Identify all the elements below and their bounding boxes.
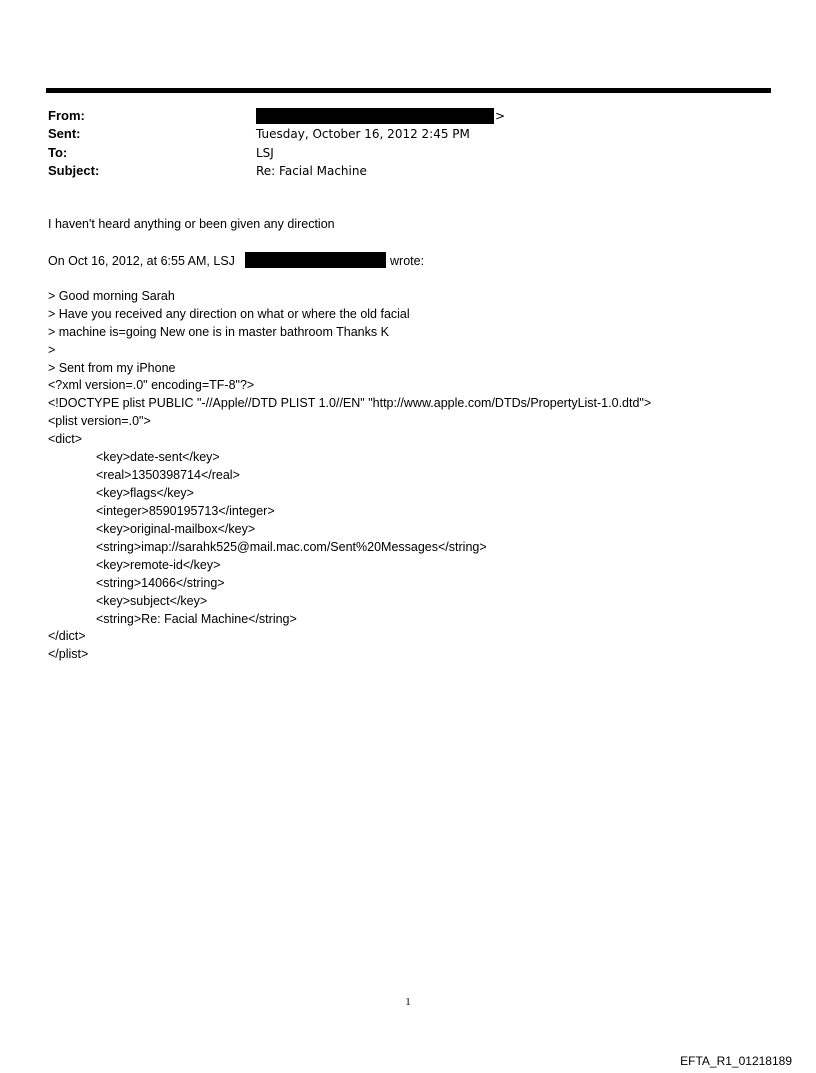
from-label: From: (48, 108, 85, 123)
plist-entry: <key>remote-id</key> (96, 558, 221, 572)
quoted-line: > Good morning Sarah (48, 289, 175, 303)
plist-entry: <key>subject</key> (96, 594, 208, 608)
subject-value: Re: Facial Machine (256, 164, 367, 178)
plist-entry: <real>1350398714</real> (96, 468, 240, 482)
from-suffix: > (495, 109, 506, 123)
plist-entry: <string>imap://sarahk525@mail.mac.com/Sent%20Messages</string> (96, 540, 487, 554)
page-number: 1 (405, 996, 411, 1008)
sent-value: Tuesday, October 16, 2012 2:45 PM (256, 127, 470, 141)
quoted-line: > Sent from my iPhone (48, 361, 176, 375)
to-label: To: (48, 145, 68, 160)
redaction-bar (256, 108, 494, 124)
document-id: EFTA_R1_01218189 (680, 1054, 792, 1068)
plist-entry: <key>flags</key> (96, 486, 194, 500)
sent-label: Sent: (48, 126, 81, 141)
quoted-line: > (48, 343, 56, 357)
quote-intro-start: On Oct 16, 2012, at 6:55 AM, LSJ (48, 254, 235, 268)
plist-entry: <key>date-sent</key> (96, 450, 220, 464)
plist-entry: <string>Re: Facial Machine</string> (96, 612, 297, 626)
plist-entry: <integer>8590195713</integer> (96, 504, 275, 518)
plist-line: <!DOCTYPE plist PUBLIC "-//Apple//DTD PLIST 1.0//EN" "http://www.apple.com/DTDs/PropertyList-1.0.dtd"> (48, 396, 652, 410)
header-rule (46, 88, 771, 93)
plist-line: </dict> (48, 629, 86, 643)
plist-line: </plist> (48, 647, 89, 661)
plist-line: <plist version=.0"> (48, 414, 151, 428)
quoted-line: > machine is=going New one is in master bathroom Thanks K (48, 325, 389, 339)
redaction-bar (245, 252, 386, 268)
plist-entry: <key>original-mailbox</key> (96, 522, 256, 536)
quoted-line: > Have you received any direction on what or where the old facial (48, 307, 410, 321)
plist-line: <?xml version=.0" encoding=TF-8"?> (48, 378, 255, 392)
to-value: LSJ (256, 146, 274, 160)
reply-text: I haven't heard anything or been given any direction (48, 217, 335, 231)
plist-entry: <string>14066</string> (96, 576, 225, 590)
plist-line: <dict> (48, 432, 83, 446)
quote-intro-end: wrote: (390, 254, 425, 268)
subject-label: Subject: (48, 163, 100, 178)
